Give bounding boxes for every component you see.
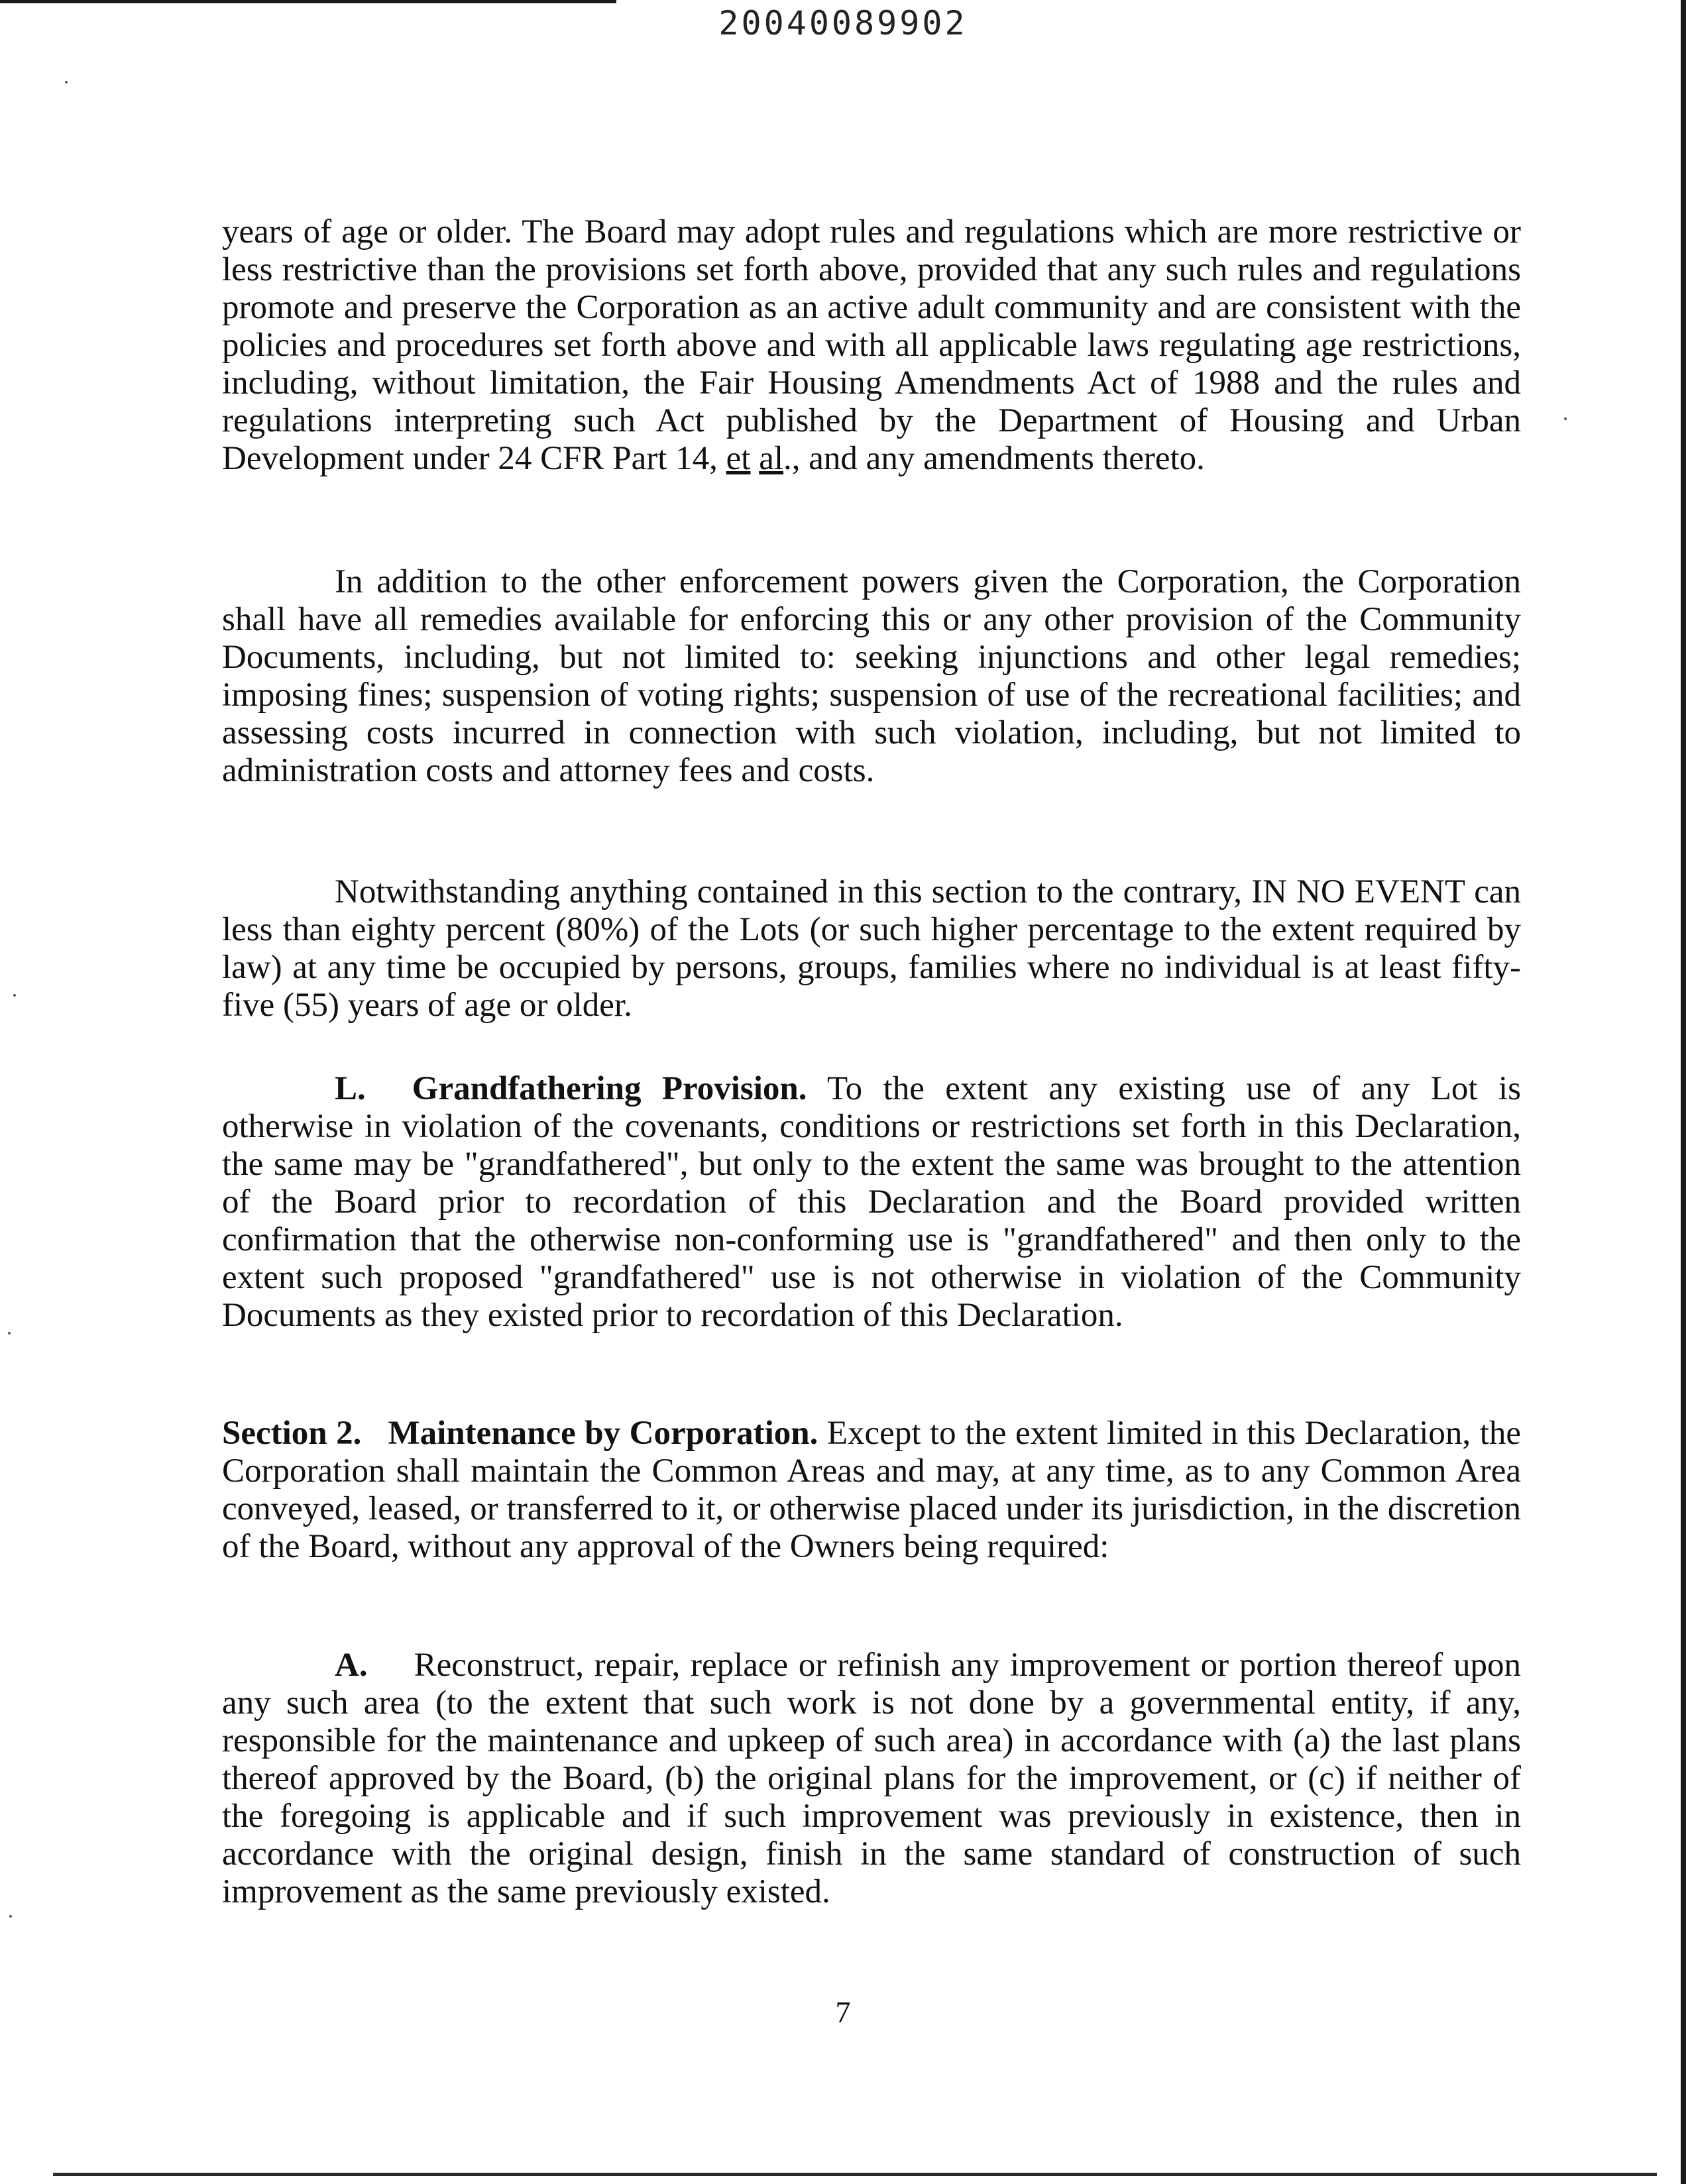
section-2-heading: Maintenance by Corporation. xyxy=(388,1415,818,1452)
paragraph-age-rules-end: ., and any amendments thereto. xyxy=(783,440,1205,477)
section-2-label: Section 2. xyxy=(222,1415,362,1452)
scan-speck xyxy=(13,994,16,997)
paragraph-grandfathering xyxy=(222,1070,1521,1335)
paragraph-enforcement: In addition to the other enforcement powers given the Corporation, the Corporation shall have all remedies available for enforcing this or any other provision of the Community Documents, including, but not limited to: seeking injunctions and other legal remedies; imposing fines; suspension of voting rights; suspension of use of the recreational facilities; and assessing costs incurred in connection with such violation, including, but not limited to administration costs and attorney fees and costs. xyxy=(222,563,1521,789)
page-number: 7 xyxy=(835,1995,851,2029)
scan-speck xyxy=(65,81,68,83)
grandfathering-body: To the extent any existing use of any Lot is otherwise in violation of the covenants, conditions or restrictions set forth in this Declaration, the same may be "grandfathered", but only to the extent the same was brought to the attention of the Board prior to recordation of this Declaration and the Board provided written confirmation that the otherwise non-conforming use is "grandfathered" and then only to the extent such proposed "grandfathered" use is not otherwise in violation of the Community Documents as they existed prior to recordation of this Declaration. xyxy=(222,1070,1521,1334)
scan-border-bottom xyxy=(53,2173,1657,2176)
item-a-label: A. xyxy=(335,1647,368,1684)
paragraph-item-a xyxy=(222,1647,1521,1911)
section-label-l: L. xyxy=(335,1070,366,1107)
grandfathering-heading: Grandfathering Provision. xyxy=(412,1070,807,1107)
document-number: 20040089902 xyxy=(718,4,968,42)
scan-speck xyxy=(9,1915,12,1918)
al-text: al xyxy=(759,440,784,477)
scan-border-right xyxy=(1681,0,1686,2184)
scan-speck xyxy=(1564,417,1567,420)
section-2-body: Except to the extent limited in this Declaration, the Corporation shall maintain the Common Areas and may, at any time, as to any Common Area conveyed, leased, or transferred to it, or otherwise placed under its jurisdiction, in the discretion of the Board, without any approval of the Owners being required: xyxy=(222,1415,1522,1565)
scan-border-top xyxy=(0,0,616,3)
et-text: et xyxy=(726,440,751,477)
paragraph-age-rules xyxy=(222,213,1521,478)
item-a-body: Reconstruct, repair, replace or refinish any improvement or portion thereof upon any such area (to the extent that such work is not done by a governmental entity, if any, responsible for the maintenance and upkeep of such area) in accordance with (a) the last plans thereof approved by the Board, (b) the original plans for the improvement, or (c) if neither of the foregoing is applicable and if such improvement was previously in existence, then in accordance with the original design, finish in the same standard of construction of such improvement as the same previously existed. xyxy=(222,1647,1521,1910)
scan-speck xyxy=(8,1332,11,1335)
paragraph-section-2 xyxy=(222,1415,1521,1566)
paragraph-age-rules-text: years of age or older. The Board may adopt rules and regulations which are more restrictive or less restrictive than the provisions set forth above, provided that any such rules and regulations promote and preserve the Corporation as an active adult community and are consistent with the policies and procedures set forth above and with all applicable laws regulating age restrictions, including, without limitation, the Fair Housing Amendments Act of 1988 and the rules and regulations interpreting such Act published by the Department of Housing and Urban Development under 24 CFR Part 14, xyxy=(222,213,1521,477)
paragraph-notwithstanding: Notwithstanding anything contained in this section to the contrary, IN NO EVENT can less than eighty percent (80%) of the Lots (or such higher percentage to the extent required by law) at any time be occupied by persons, groups, families where no individual is at least fifty-five (55) years of age or older. xyxy=(222,873,1521,1024)
